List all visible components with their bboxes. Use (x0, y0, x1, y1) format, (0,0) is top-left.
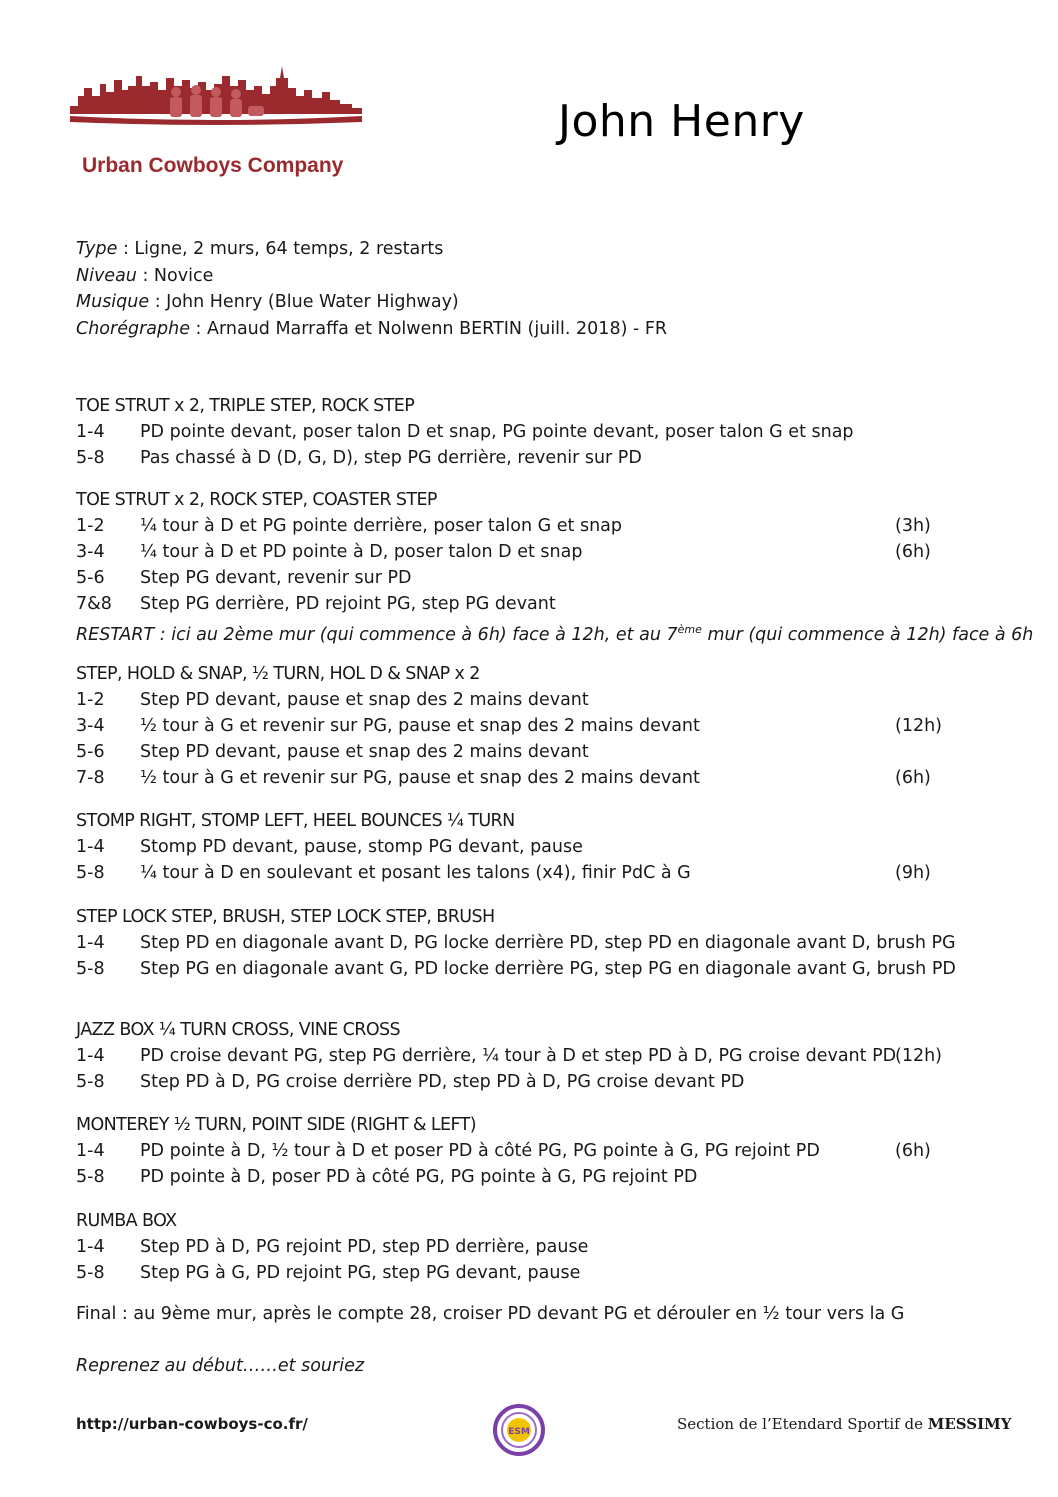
step-row (76, 860, 976, 886)
step-row (76, 765, 976, 791)
step-count: 1-4 (76, 1046, 105, 1066)
step-count: 5-6 (76, 568, 105, 588)
info-level-label: Niveau (76, 265, 137, 286)
final-note: Final : au 9ème mur, après le compte 28, croiser PD devant PG et dérouler en ½ tour vers la G (76, 1304, 905, 1324)
step-count: 3-4 (76, 542, 105, 562)
step-count: 5-8 (76, 1263, 105, 1283)
step-desc: Step PD à D, PG croise derrière PD, step PD à D, PG croise devant PD (140, 1072, 745, 1092)
section-title: STEP, HOLD & SNAP, ½ TURN, HOL D & SNAP x 2 (76, 664, 480, 684)
step-row (76, 539, 976, 565)
info-type (76, 236, 667, 263)
info-level (76, 263, 667, 290)
step-row (76, 713, 976, 739)
step-desc: ¼ tour à D et PG pointe derrière, poser talon G et snap (140, 516, 623, 536)
step-row (76, 1164, 976, 1190)
website-link[interactable]: http://urban-cowboys-co.fr/ (76, 1415, 308, 1433)
step-row (76, 1234, 976, 1260)
company-logo (70, 66, 362, 128)
section-title: STOMP RIGHT, STOMP LEFT, HEEL BOUNCES ¼ TURN (76, 811, 515, 831)
step-count: 1-4 (76, 1141, 105, 1161)
step-count: 7&8 (76, 594, 112, 614)
step-count: 5-8 (76, 863, 105, 883)
dance-info (76, 236, 667, 342)
step-count: 1-4 (76, 422, 105, 442)
section-1 (76, 393, 976, 471)
step-desc: PD pointe devant, poser talon D et snap, PG pointe devant, poser talon G et snap (140, 422, 854, 442)
step-count: 3-4 (76, 716, 105, 736)
step-desc: Step PD devant, pause et snap des 2 mains devant (140, 690, 589, 710)
step-desc: Step PG devant, revenir sur PD (140, 568, 412, 588)
step-count: 1-4 (76, 1237, 105, 1257)
step-orientation: (6h) (895, 542, 931, 562)
step-orientation: (6h) (895, 768, 931, 788)
section-title: JAZZ BOX ¼ TURN CROSS, VINE CROSS (76, 1020, 401, 1040)
step-orientation: (12h) (895, 716, 943, 736)
step-desc: ¼ tour à D et PD pointe à D, poser talon D et snap (140, 542, 583, 562)
step-orientation: (3h) (895, 516, 931, 536)
section-title: MONTEREY ½ TURN, POINT SIDE (RIGHT & LEFT) (76, 1115, 476, 1135)
esm-badge-text: ESM (508, 1427, 530, 1437)
info-level-value: : Novice (136, 265, 214, 286)
section-3 (76, 661, 976, 791)
info-type-value: : Ligne, 2 murs, 64 temps, 2 restarts (117, 239, 444, 259)
restart-note (76, 617, 1034, 648)
step-row (76, 687, 976, 713)
footer-section-town: MESSIMY (927, 1415, 1012, 1433)
section-title: STEP LOCK STEP, BRUSH, STEP LOCK STEP, BRUSH (76, 907, 495, 927)
section-4 (76, 808, 976, 886)
footer-section (677, 1415, 1011, 1433)
step-count: 1-4 (76, 933, 105, 953)
step-row (76, 445, 976, 471)
step-desc: Step PG en diagonale avant G, PD locke derrière PG, step PG en diagonale avant G, brush PD (140, 959, 956, 979)
step-desc: PD croise devant PG, step PG derrière, ¼ tour à D et step PD à D, PG croise devant PD (140, 1046, 897, 1066)
company-name: Urban Cowboys Company (82, 154, 344, 177)
info-music-label: Musique (76, 292, 150, 312)
info-music (76, 289, 667, 316)
esm-logo-icon (492, 1403, 546, 1457)
step-count: 1-4 (76, 837, 105, 857)
step-desc: PD pointe à D, ½ tour à D et poser PD à côté PG, PG pointe à G, PG rejoint PD (140, 1141, 820, 1161)
step-desc: PD pointe à D, poser PD à côté PG, PG pointe à G, PG rejoint PD (140, 1167, 698, 1187)
step-count: 5-8 (76, 448, 105, 468)
step-count: 1-2 (76, 516, 105, 536)
skyline-icon (70, 66, 362, 128)
step-count: 1-2 (76, 690, 105, 710)
step-orientation: (12h) (895, 1046, 943, 1066)
step-row (76, 513, 976, 539)
step-desc: ½ tour à G et revenir sur PG, pause et snap des 2 mains devant (140, 716, 700, 736)
step-count: 5-8 (76, 1167, 105, 1187)
step-desc: Step PD à D, PG rejoint PD, step PD derrière, pause (140, 1237, 589, 1257)
info-choreo-value: : Arnaud Marraffa et Nolwenn BERTIN (juill. 2018) - FR (189, 318, 668, 339)
info-type-label: Type (76, 239, 118, 259)
info-music-value: : John Henry (Blue Water Highway) (149, 292, 459, 312)
section-title: TOE STRUT x 2, ROCK STEP, COASTER STEP (76, 490, 437, 510)
footer-section-text: Section de l’Etendard Sportif de (677, 1415, 928, 1433)
restart-note-a: RESTART : ici au 2ème mur (qui commence à 6h) face à 12h, et au 7 (76, 624, 678, 645)
step-desc: Step PD devant, pause et snap des 2 mains devant (140, 742, 589, 762)
step-row (76, 1138, 976, 1164)
esm-badge (492, 1403, 546, 1457)
step-row (76, 565, 976, 591)
step-count: 5-6 (76, 742, 105, 762)
step-desc: Stomp PD devant, pause, stomp PG devant, pause (140, 837, 583, 857)
restart-note-sup: ème (677, 623, 702, 636)
restart-note-b: mur (qui commence à 12h) face à 6h (701, 624, 1034, 645)
section-5 (76, 904, 976, 982)
section-6 (76, 1017, 976, 1095)
step-row (76, 1069, 976, 1095)
step-count: 7-8 (76, 768, 105, 788)
step-row (76, 739, 976, 765)
outro-note: Reprenez au début……et souriez (76, 1356, 365, 1376)
step-row (76, 956, 976, 982)
info-choreo-label: Chorégraphe (76, 318, 190, 339)
step-row (76, 930, 976, 956)
step-count: 5-8 (76, 1072, 105, 1092)
step-desc: Step PG derrière, PD rejoint PG, step PG devant (140, 594, 556, 614)
section-8 (76, 1208, 976, 1286)
step-desc: Step PG à G, PD rejoint PG, step PG devant, pause (140, 1263, 581, 1283)
step-desc: Pas chassé à D (D, G, D), step PG derrière, revenir sur PD (140, 448, 642, 468)
step-row (76, 419, 976, 445)
section-title: TOE STRUT x 2, TRIPLE STEP, ROCK STEP (76, 396, 415, 416)
step-row (76, 834, 976, 860)
info-choreo (76, 316, 667, 343)
page-title: John Henry (558, 96, 805, 147)
step-desc: Step PD en diagonale avant D, PG locke derrière PD, step PD en diagonale avant D, brush PG (140, 933, 956, 953)
step-orientation: (6h) (895, 1141, 931, 1161)
section-title: RUMBA BOX (76, 1211, 177, 1231)
step-row (76, 1260, 976, 1286)
step-row (76, 1043, 976, 1069)
step-row (76, 591, 976, 617)
section-7 (76, 1112, 976, 1190)
step-desc: ¼ tour à D en soulevant et posant les talons (x4), finir PdC à G (140, 863, 691, 883)
step-orientation: (9h) (895, 863, 931, 883)
section-2 (76, 487, 1034, 648)
step-count: 5-8 (76, 959, 105, 979)
step-desc: ½ tour à G et revenir sur PG, pause et snap des 2 mains devant (140, 768, 700, 788)
